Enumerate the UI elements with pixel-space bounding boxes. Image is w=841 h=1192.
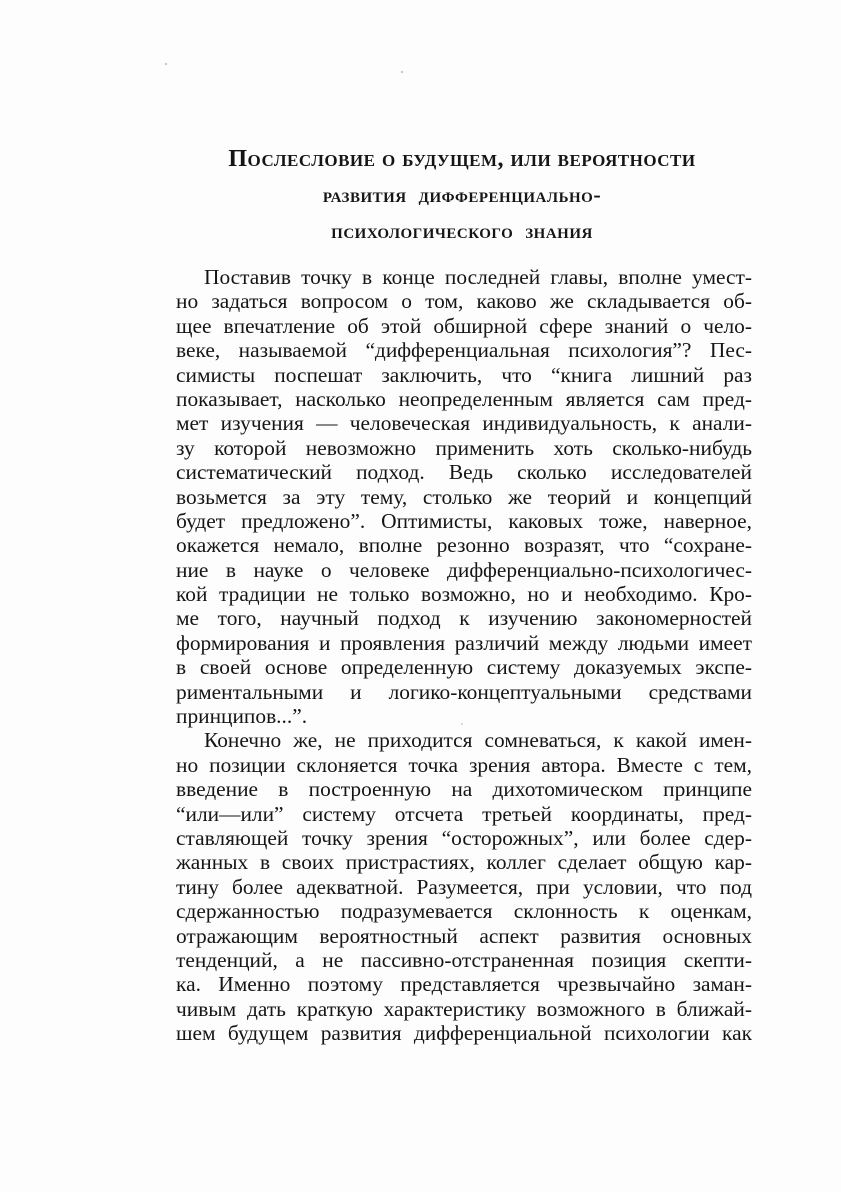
heading-line-2: развития дифференциально-: [322, 182, 602, 207]
text-line: систематический подход. Ведь сколько исследователей: [176, 460, 752, 485]
text-line: показывает, насколько неопределенным является сам пред-: [176, 386, 752, 411]
text-line: ка. Именно поэтому представляется чрезвычайно заман-: [176, 972, 752, 997]
text-line: ставляющей точку зрения “осторожных”, или более сдер-: [176, 825, 752, 850]
text-line: будет предложено”. Оптимисты, каковых тоже, наверное,: [176, 508, 752, 533]
text-line: веке, называемой “дифференциальная психология”? Пес-: [176, 338, 752, 363]
text-line: но задаться вопросом о том, каково же складывается об-: [176, 289, 752, 314]
paragraph-1: [176, 265, 752, 728]
text-line: шем будущем развития дифференциальной психологии как: [176, 1021, 752, 1046]
text-line: формирования и проявления различий между людьми имеет: [176, 630, 752, 655]
text-line: Конечно же, не приходится сомневаться, к какой имен-: [204, 728, 752, 753]
paragraph-2: [176, 728, 752, 1045]
text-line: мет изучения — человеческая индивидуальность, к анали-: [176, 411, 752, 436]
text-line: “или—или” систему отсчета третьей координаты, пред-: [176, 801, 752, 826]
scan-speck: [401, 71, 403, 73]
text-line: окажется немало, вполне резонно возразят, что “сохране-: [176, 533, 752, 558]
text-line: тину более адекватной. Разумеется, при условии, что под: [176, 874, 752, 899]
text-line: симисты поспешат заключить, что “книга лишний раз: [176, 362, 752, 387]
text-line: в своей основе определенную систему доказуемых экспе-: [176, 655, 752, 680]
text-line: введение в построенную на дихотомическом принципе: [176, 777, 752, 802]
text-line: тенденций, а не пассивно-отстраненная позиция скепти-: [176, 947, 752, 972]
text-line: ние в науке о человеке дифференциально-психологичес-: [176, 557, 752, 582]
text-line: риментальными и логико-концептуальными средствами: [176, 679, 752, 704]
heading-line-3: психологического знания: [331, 218, 593, 243]
text-line: принципов...”.: [176, 704, 308, 729]
text-line: сдержанностью подразумевается склонность к оценкам,: [176, 899, 752, 924]
text-line: кой традиции не только возможно, но и необходимо. Кро-: [176, 582, 752, 607]
body-text: [176, 265, 752, 1046]
chapter-heading: [150, 141, 774, 249]
text-line: отражающим вероятностный аспект развития основных: [176, 923, 752, 948]
text-line: щее впечатление об этой обширной сфере знаний о чело-: [176, 313, 752, 338]
text-line: но позиции склоняется точка зрения автора. Вместе с тем,: [176, 752, 752, 777]
text-line: чивым дать краткую характеристику возможного в ближай-: [176, 996, 752, 1021]
text-line: жанных в своих пристрастиях, коллег сделает общую кар-: [176, 850, 752, 875]
text-line: ме того, научный подход к изучению закономерностей: [176, 606, 752, 631]
text-line: Поставив точку в конце последней главы, вполне умест-: [204, 265, 752, 289]
heading-line-1: Послесловие о будущем, или вероятности: [228, 146, 696, 172]
scan-speck: [165, 63, 167, 65]
text-line: зу которой невозможно применить хоть сколько-нибудь: [176, 435, 752, 460]
text-line: возьмется за эту тему, столько же теорий и концепций: [176, 484, 752, 509]
